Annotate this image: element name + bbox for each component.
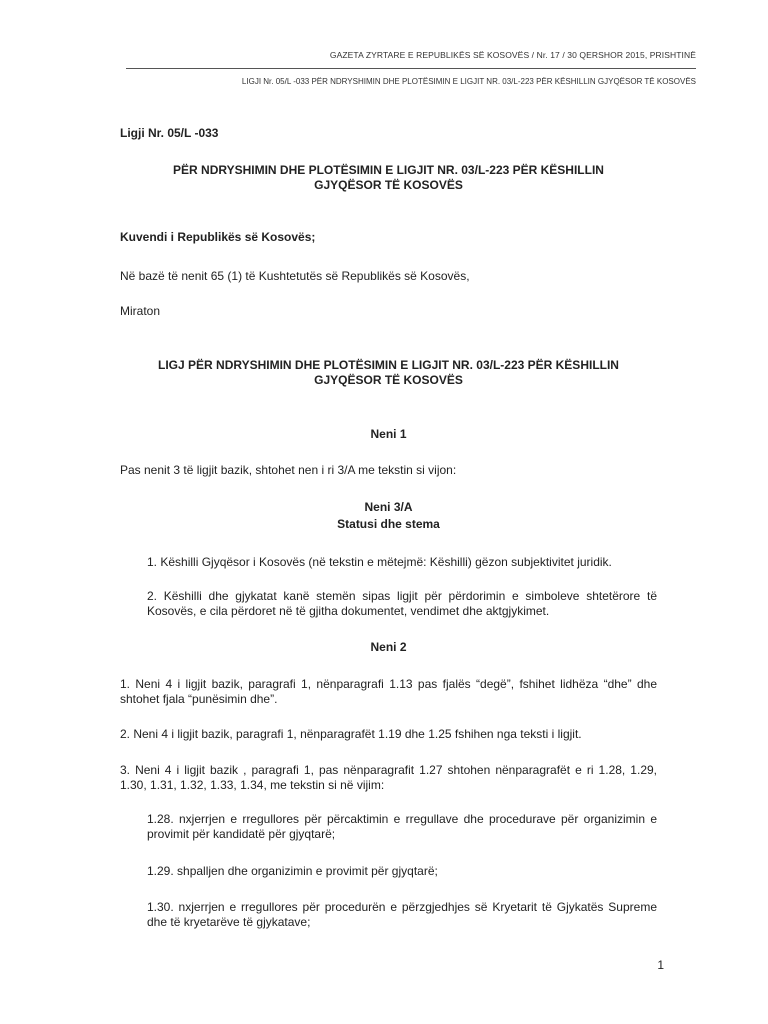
- subparagraph-1-28: 1.28. nxjerrjen e rregullores për përcaktimin e rregullave dhe procedurave për organizimin e provimit për kandidatë për gjyqtarë;: [147, 812, 657, 841]
- law-header: LIGJI Nr. 05/L -033 PËR NDRYSHIMIN DHE PLOTËSIMIN E LIGJIT NR. 03/L-223 PËR KËSHILLIN GJYQËSOR TË KOSOVËS: [241, 77, 696, 86]
- legal-basis: Në bazë të nenit 65 (1) të Kushtetutës së Republikës së Kosovës,: [120, 269, 470, 283]
- assembly-line: Kuvendi i Republikës së Kosovës;: [120, 230, 316, 244]
- article-3a-title: Statusi dhe stema: [337, 517, 440, 531]
- article-2-paragraph-2: 2. Neni 4 i ligjit bazik, paragrafi 1, nënparagrafët 1.19 dhe 1.25 fshihen nga teksti i ligjit.: [120, 727, 582, 741]
- approves-line: Miraton: [120, 304, 161, 318]
- doc-title-line-1: PËR NDRYSHIMIN DHE PLOTËSIMIN E LIGJIT NR. 03/L-223 PËR KËSHILLIN: [173, 163, 604, 177]
- header-divider: [126, 68, 696, 69]
- article-3a-paragraph-2: 2. Këshilli dhe gjykatat kanë stemën sipas ligjit për përdorimin e simboleve shtetërore të Kosovës, e cila përdoret në të gjitha dokumentet, vendimet dhe aktgjykimet.: [147, 589, 657, 618]
- article-3a-heading: Neni 3/A: [364, 500, 413, 514]
- article-2-heading: Neni 2: [370, 640, 407, 654]
- article-2-paragraph-1: 1. Neni 4 i ligjit bazik, paragrafi 1, nënparagrafi 1.13 pas fjalës “degë”, fshihet lidhëza “dhe” dhe shtohet fjala “punësimin dhe”.: [120, 677, 657, 706]
- law-number: Ligji Nr. 05/L -033: [120, 126, 219, 140]
- article-1-heading: Neni 1: [370, 427, 407, 441]
- article-3a-paragraph-1: 1. Këshilli Gjyqësor i Kosovës (në tekstin e mëtejmë: Këshilli) gëzon subjektivitet juridik.: [147, 555, 612, 569]
- article-1-intro: Pas nenit 3 të ligjit bazik, shtohet nen i ri 3/A me tekstin si vijon:: [120, 463, 457, 477]
- gazette-header: GAZETA ZYRTARE E REPUBLIKËS SË KOSOVËS / Nr. 17 / 30 QERSHOR 2015, PRISHTINË: [329, 50, 696, 60]
- subparagraph-1-30: 1.30. nxjerrjen e rregullores për procedurën e përzgjedhjes së Kryetarit të Gjykatës Supreme dhe të kryetarëve të gjykatave;: [147, 900, 657, 929]
- doc-title-line-2: GJYQËSOR TË KOSOVËS: [314, 178, 463, 192]
- page-number: 1: [657, 958, 664, 972]
- article-2-paragraph-3: 3. Neni 4 i ligjit bazik , paragrafi 1, pas nënparagrafit 1.27 shtohen nënparagrafët e ri 1.28, 1.29, 1.30, 1.31, 1.32, 1.33, 1.34, me tekstin si në vijim:: [120, 763, 657, 792]
- subparagraph-1-29: 1.29. shpalljen dhe organizimin e provimit për gjyqtarë;: [147, 864, 438, 878]
- law-title-line-2: GJYQËSOR TË KOSOVËS: [314, 373, 463, 387]
- law-title-line-1: LIGJ PËR NDRYSHIMIN DHE PLOTËSIMIN E LIGJIT NR. 03/L-223 PËR KËSHILLIN: [158, 358, 619, 372]
